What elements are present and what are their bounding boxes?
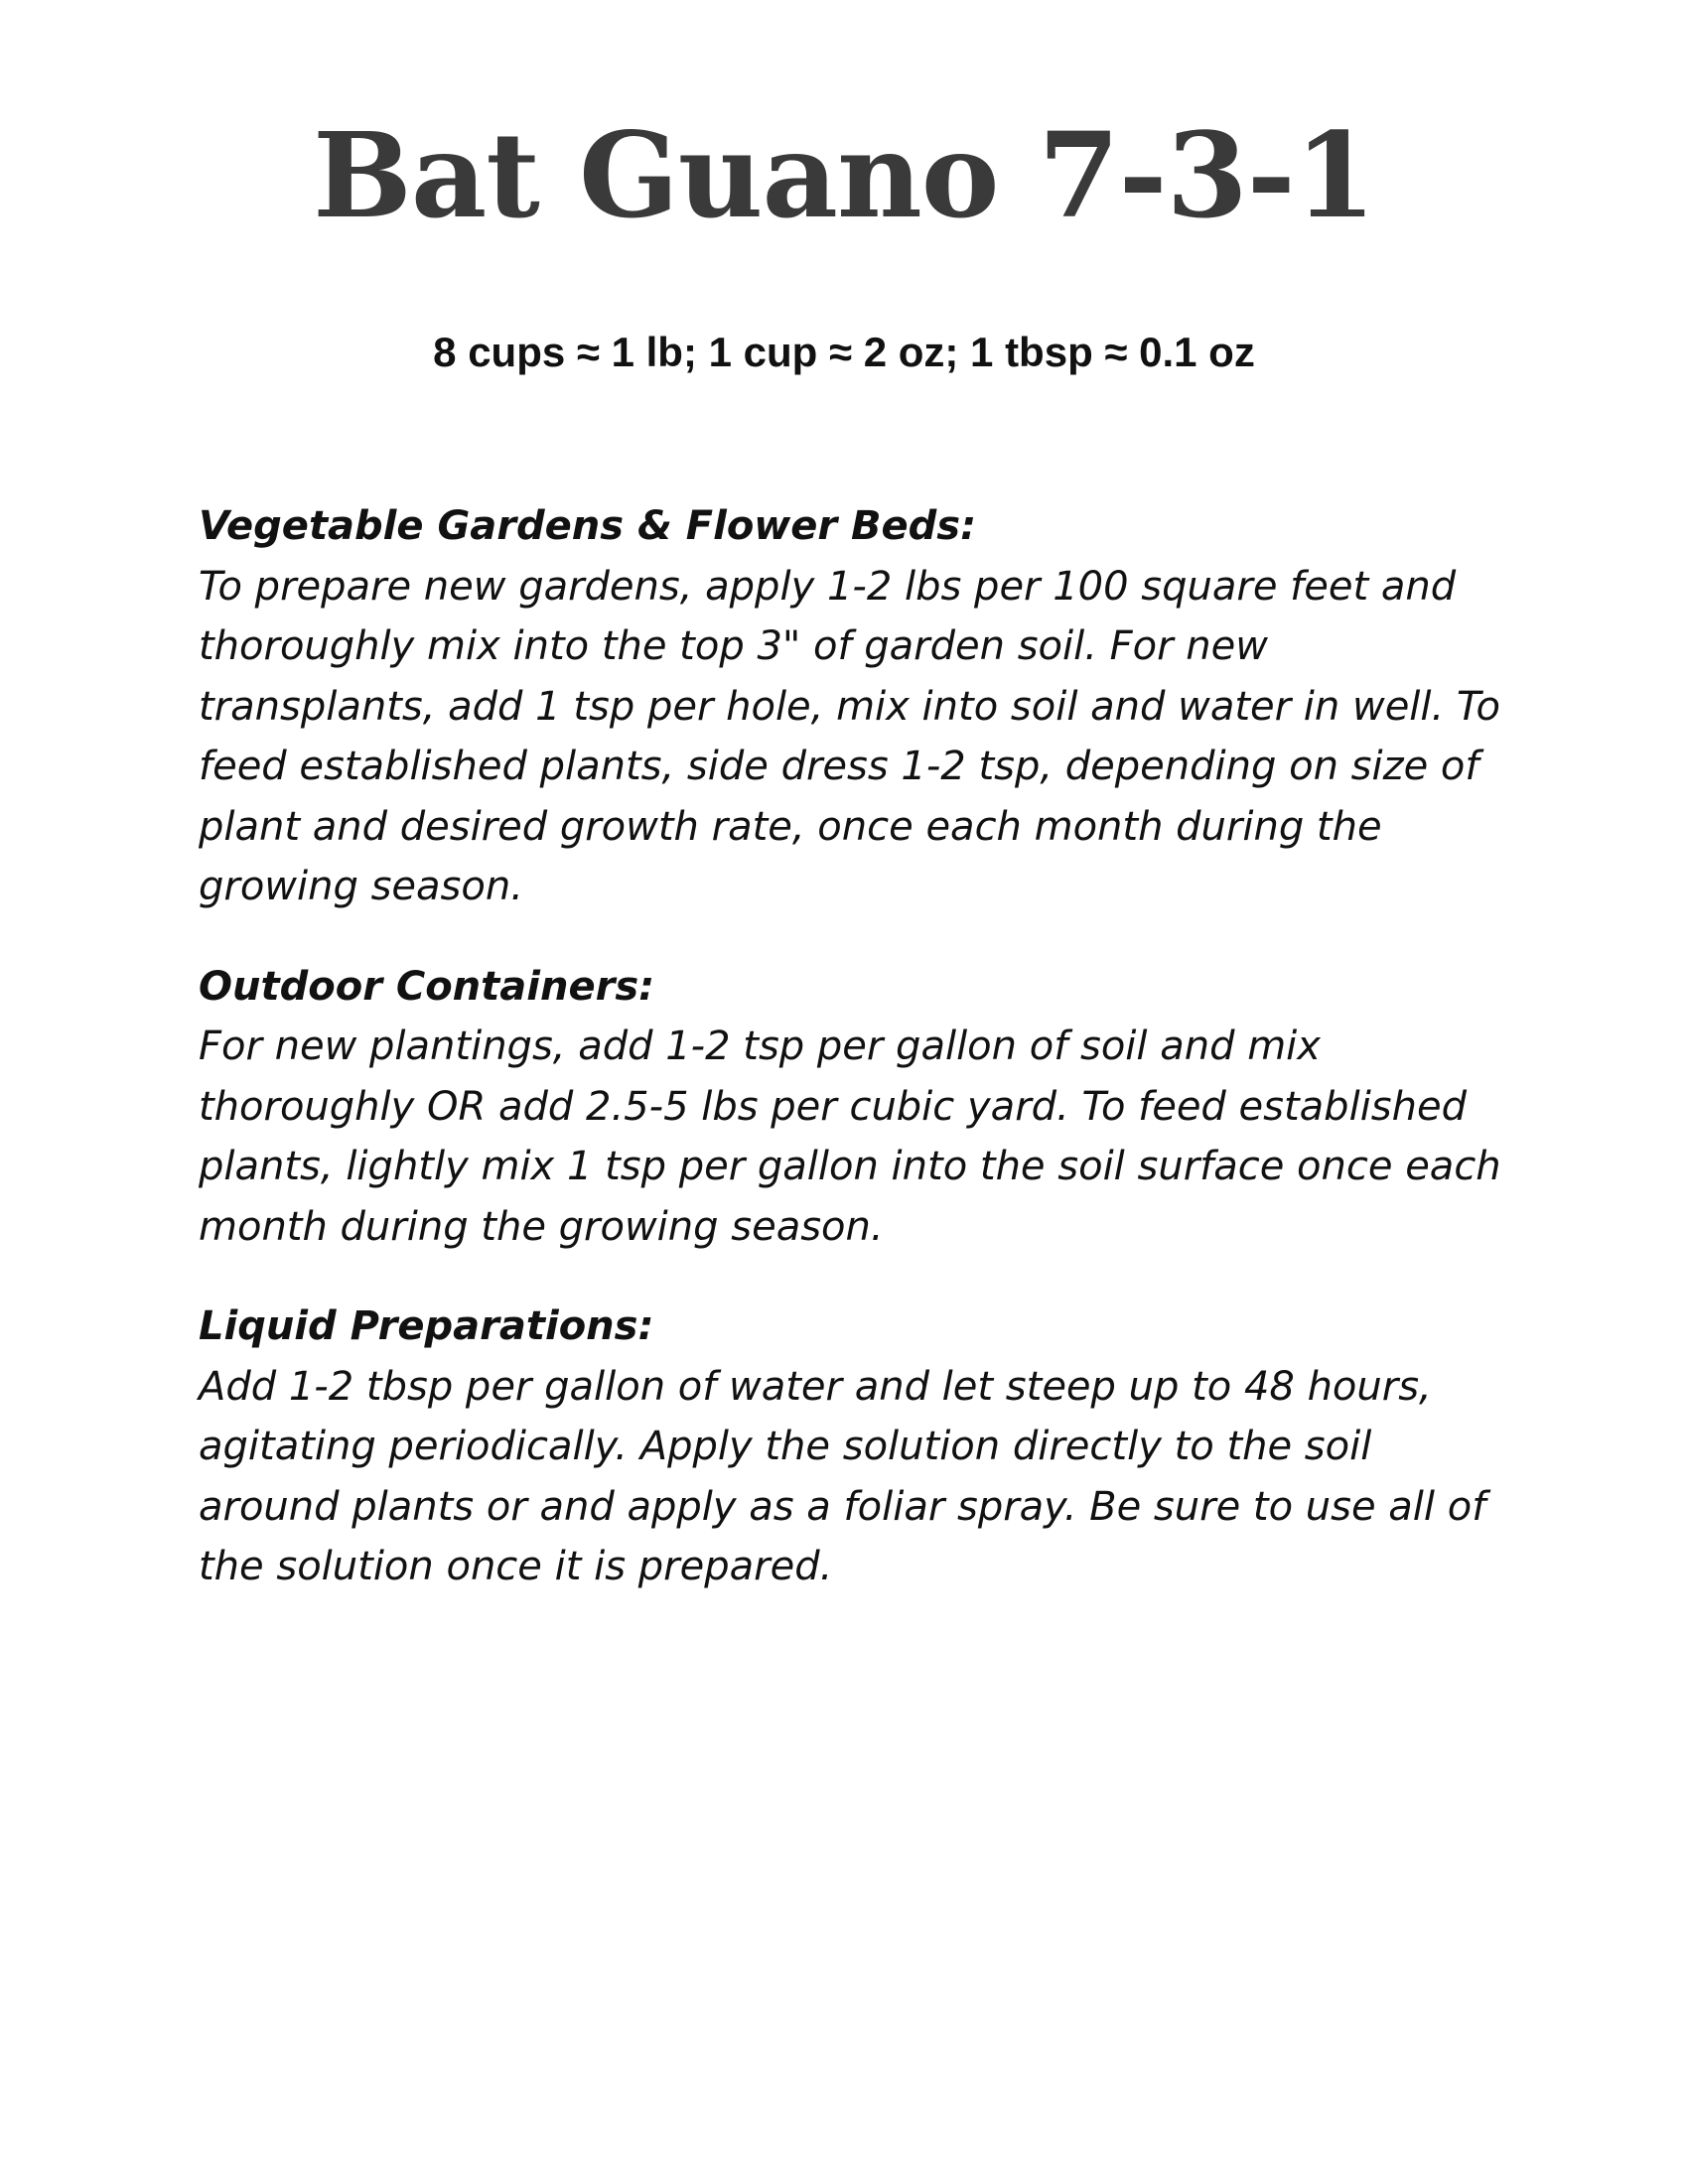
instructions — [199, 496, 1509, 1637]
section-liquid-preparations — [199, 1297, 1509, 1597]
section-body: Add 1-2 tbsp per gallon of water and let steep up to 48 hours, agitating periodically. Apply the solution directly to the soil around plants or and apply as a foliar spray. Be sure to use all of the solution once it is prepared. — [199, 1363, 1486, 1589]
section-body: To prepare new gardens, apply 1-2 lbs per 100 square feet and thoroughly mix into the top 3" of garden soil. For new transplants, add 1 tsp per hole, mix into soil and water in well. To feed established plants, side dress 1-2 tsp, depending on size of plant and desired growth rate, once each month during the growing season. — [199, 563, 1500, 909]
section-body: For new plantings, add 1-2 tsp per gallon of soil and mix thoroughly OR add 2.5-5 lbs per cubic yard. To feed established plants, lightly mix 1 tsp per gallon into the soil surface once each month during the growing season. — [199, 1024, 1501, 1250]
page-title: Bat Guano 7-3-1 — [313, 106, 1375, 244]
section-vegetable-gardens — [199, 496, 1509, 917]
conversion-note: 8 cups ≈ 1 lb; 1 cup ≈ 2 oz; 1 tbsp ≈ 0.1 oz — [433, 329, 1255, 375]
section-heading: Outdoor Containers: — [199, 963, 655, 1010]
section-outdoor-containers — [199, 957, 1509, 1258]
section-heading: Vegetable Gardens & Flower Beds: — [199, 503, 977, 549]
section-heading: Liquid Preparations: — [199, 1303, 654, 1349]
